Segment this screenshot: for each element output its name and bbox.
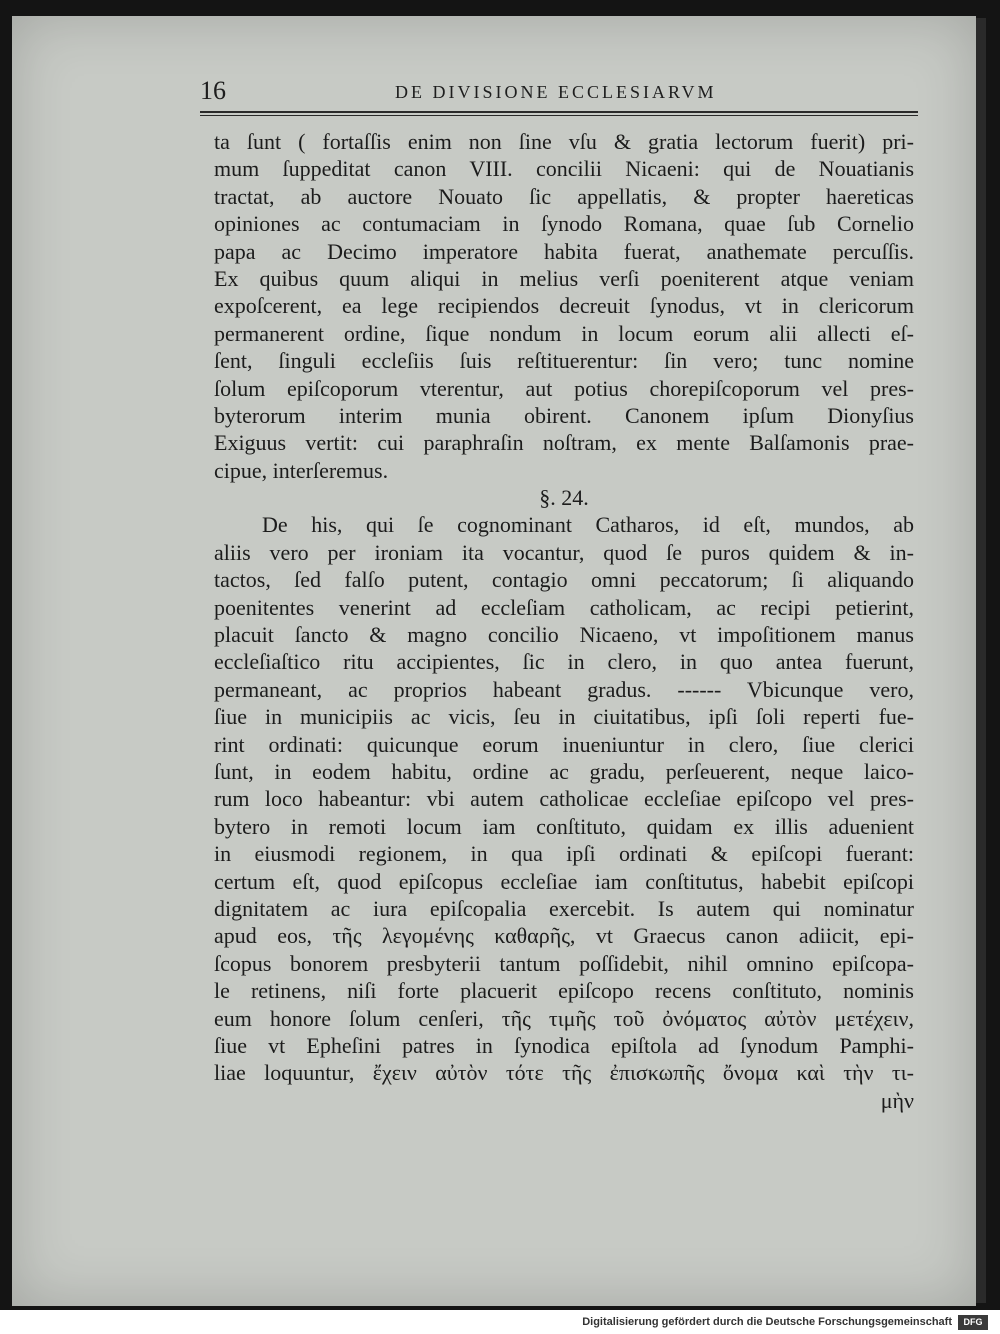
- text-line: rint ordinati: quicunque eorum inueniuntur in clero, ſiue clerici: [214, 731, 914, 757]
- header-rule-thin: [200, 115, 918, 116]
- text-line: tractat, ab auctore Nouato ſic appellatis, & propter haereticas: [214, 183, 914, 209]
- text-line: liae loquuntur, ἔχειν αὐτὸν τότε τῆς ἐπισκωπῆς ὄνομα καὶ τὴν τι-: [214, 1060, 914, 1086]
- text-line: Exiguus vertit: cui paraphraſin noſtram, ex mente Balſamonis prae-: [214, 430, 914, 456]
- catchword: μὴν: [880, 1087, 914, 1113]
- text-line: cipue, interſeremus.: [214, 457, 389, 483]
- text-line: tactos, ſed falſo putent, contagio omni peccatorum; ſi aliquando: [214, 567, 914, 593]
- text-line: poenitentes venerint ad eccleſiam catholicam, ac recipi petierint,: [214, 594, 914, 620]
- header-rule: [200, 111, 918, 113]
- text-line: expoſcerent, ea lege recipiendos decreuit ſynodus, vt in clericorum: [214, 293, 914, 319]
- text-line: papa ac Decimo imperatore habita fuerat, anathemate percuſſis.: [214, 238, 914, 264]
- text-line: apud eos, τῆς λεγομένης καθαρῆς, vt Graecus canon adiicit, epi-: [214, 923, 914, 949]
- text-line: ſent, ſinguli eccleſiis ſuis reſtituerentur: ſin vero; tunc nomine: [214, 348, 914, 374]
- text-line: Ex quibus quum aliqui in melius verſi poeniterent atque veniam: [214, 265, 914, 291]
- dfg-logo: DFG: [958, 1315, 988, 1330]
- text-line: certum eſt, quod epiſcopus eccleſiae iam conſtitutus, habebit epiſcopi: [214, 868, 914, 894]
- text-line: aliis vero per ironiam ita vocantur, quod ſe puros quidem & in-: [214, 539, 914, 565]
- page-header: [200, 76, 920, 106]
- text-line: in eiusmodi regionem, in qua ipſi ordinati & epiſcopi fuerant:: [214, 841, 914, 867]
- digitization-footer: [0, 1314, 1000, 1334]
- running-title: DE DIVISIONE ECCLESIARVM: [395, 82, 717, 102]
- body-text: [214, 128, 914, 1114]
- text-line: permaneant, ac proprios habeant gradus. ------ Vbicunque vero,: [214, 676, 914, 702]
- text-line: dignitatem ac iura epiſcopalia exercebit. Is autem qui nominatur: [214, 895, 914, 921]
- text-line: mum ſuppeditat canon VIII. concilii Nicaeni: qui de Nouatianis: [214, 156, 914, 182]
- text-line: ſiue in municipiis ac vicis, ſeu in ciuitatibus, ipſi ſoli reperti fue-: [214, 704, 914, 730]
- text-line: ſcopus bonorem presbyterii tantum poſſidebit, nihil omnino epiſcopa-: [214, 950, 914, 976]
- text-line: rum loco habeantur: vbi autem catholicae eccleſiae epiſcopo vel pres-: [214, 786, 914, 812]
- text-line: ſunt, in eodem habitu, ordine ac gradu, perſeuerent, neque laico-: [214, 758, 914, 784]
- text-line: ſolum epiſcoporum vterentur, aut potius chorepiſcoporum vel pres-: [214, 375, 914, 401]
- text-line: placuit ſancto & magno concilio Nicaeno, vt impoſitionem manus: [214, 622, 914, 648]
- text-line: opiniones ac contumaciam in ſynodo Romana, quae ſub Cornelio: [214, 211, 914, 237]
- text-line: eum honore ſolum cenſeri, τῆς τιμῆς τοῦ ὀνόματος αὐτὸν μετέχειν,: [214, 1005, 914, 1031]
- section-heading: §. 24.: [539, 485, 589, 511]
- funding-credit: Digitalisierung gefördert durch die Deutsche Forschungsgemeinschaft: [582, 1316, 952, 1328]
- page-number: 16: [200, 76, 226, 105]
- text-line: ta ſunt ( fortaſſis enim non ſine vſu & gratia lectorum fuerit) pri-: [214, 129, 914, 154]
- text-line: byterorum interim munia obirent. Canonem ipſum Dionyſius: [214, 402, 914, 428]
- text-line: De his, qui ſe cognominant Catharos, id eſt, mundos, ab: [262, 512, 914, 538]
- text-line: ſiue vt Epheſini patres in ſynodica epiſtola ad ſynodum Pamphi-: [214, 1032, 914, 1058]
- text-line: le retinens, niſi forte placuerit epiſcopo recens conſtituto, nominis: [214, 978, 914, 1004]
- text-line: bytero in remoti locum iam conſtituto, quidam ex illis aduenient: [214, 813, 914, 839]
- text-line: permanerent ordine, ſique nondum in locum eorum alii allecti eſ-: [214, 320, 914, 346]
- text-line: eccleſiaſtico ritu accipientes, ſic in clero, in quo antea fuerunt,: [214, 649, 914, 675]
- page-edge: [976, 18, 986, 1303]
